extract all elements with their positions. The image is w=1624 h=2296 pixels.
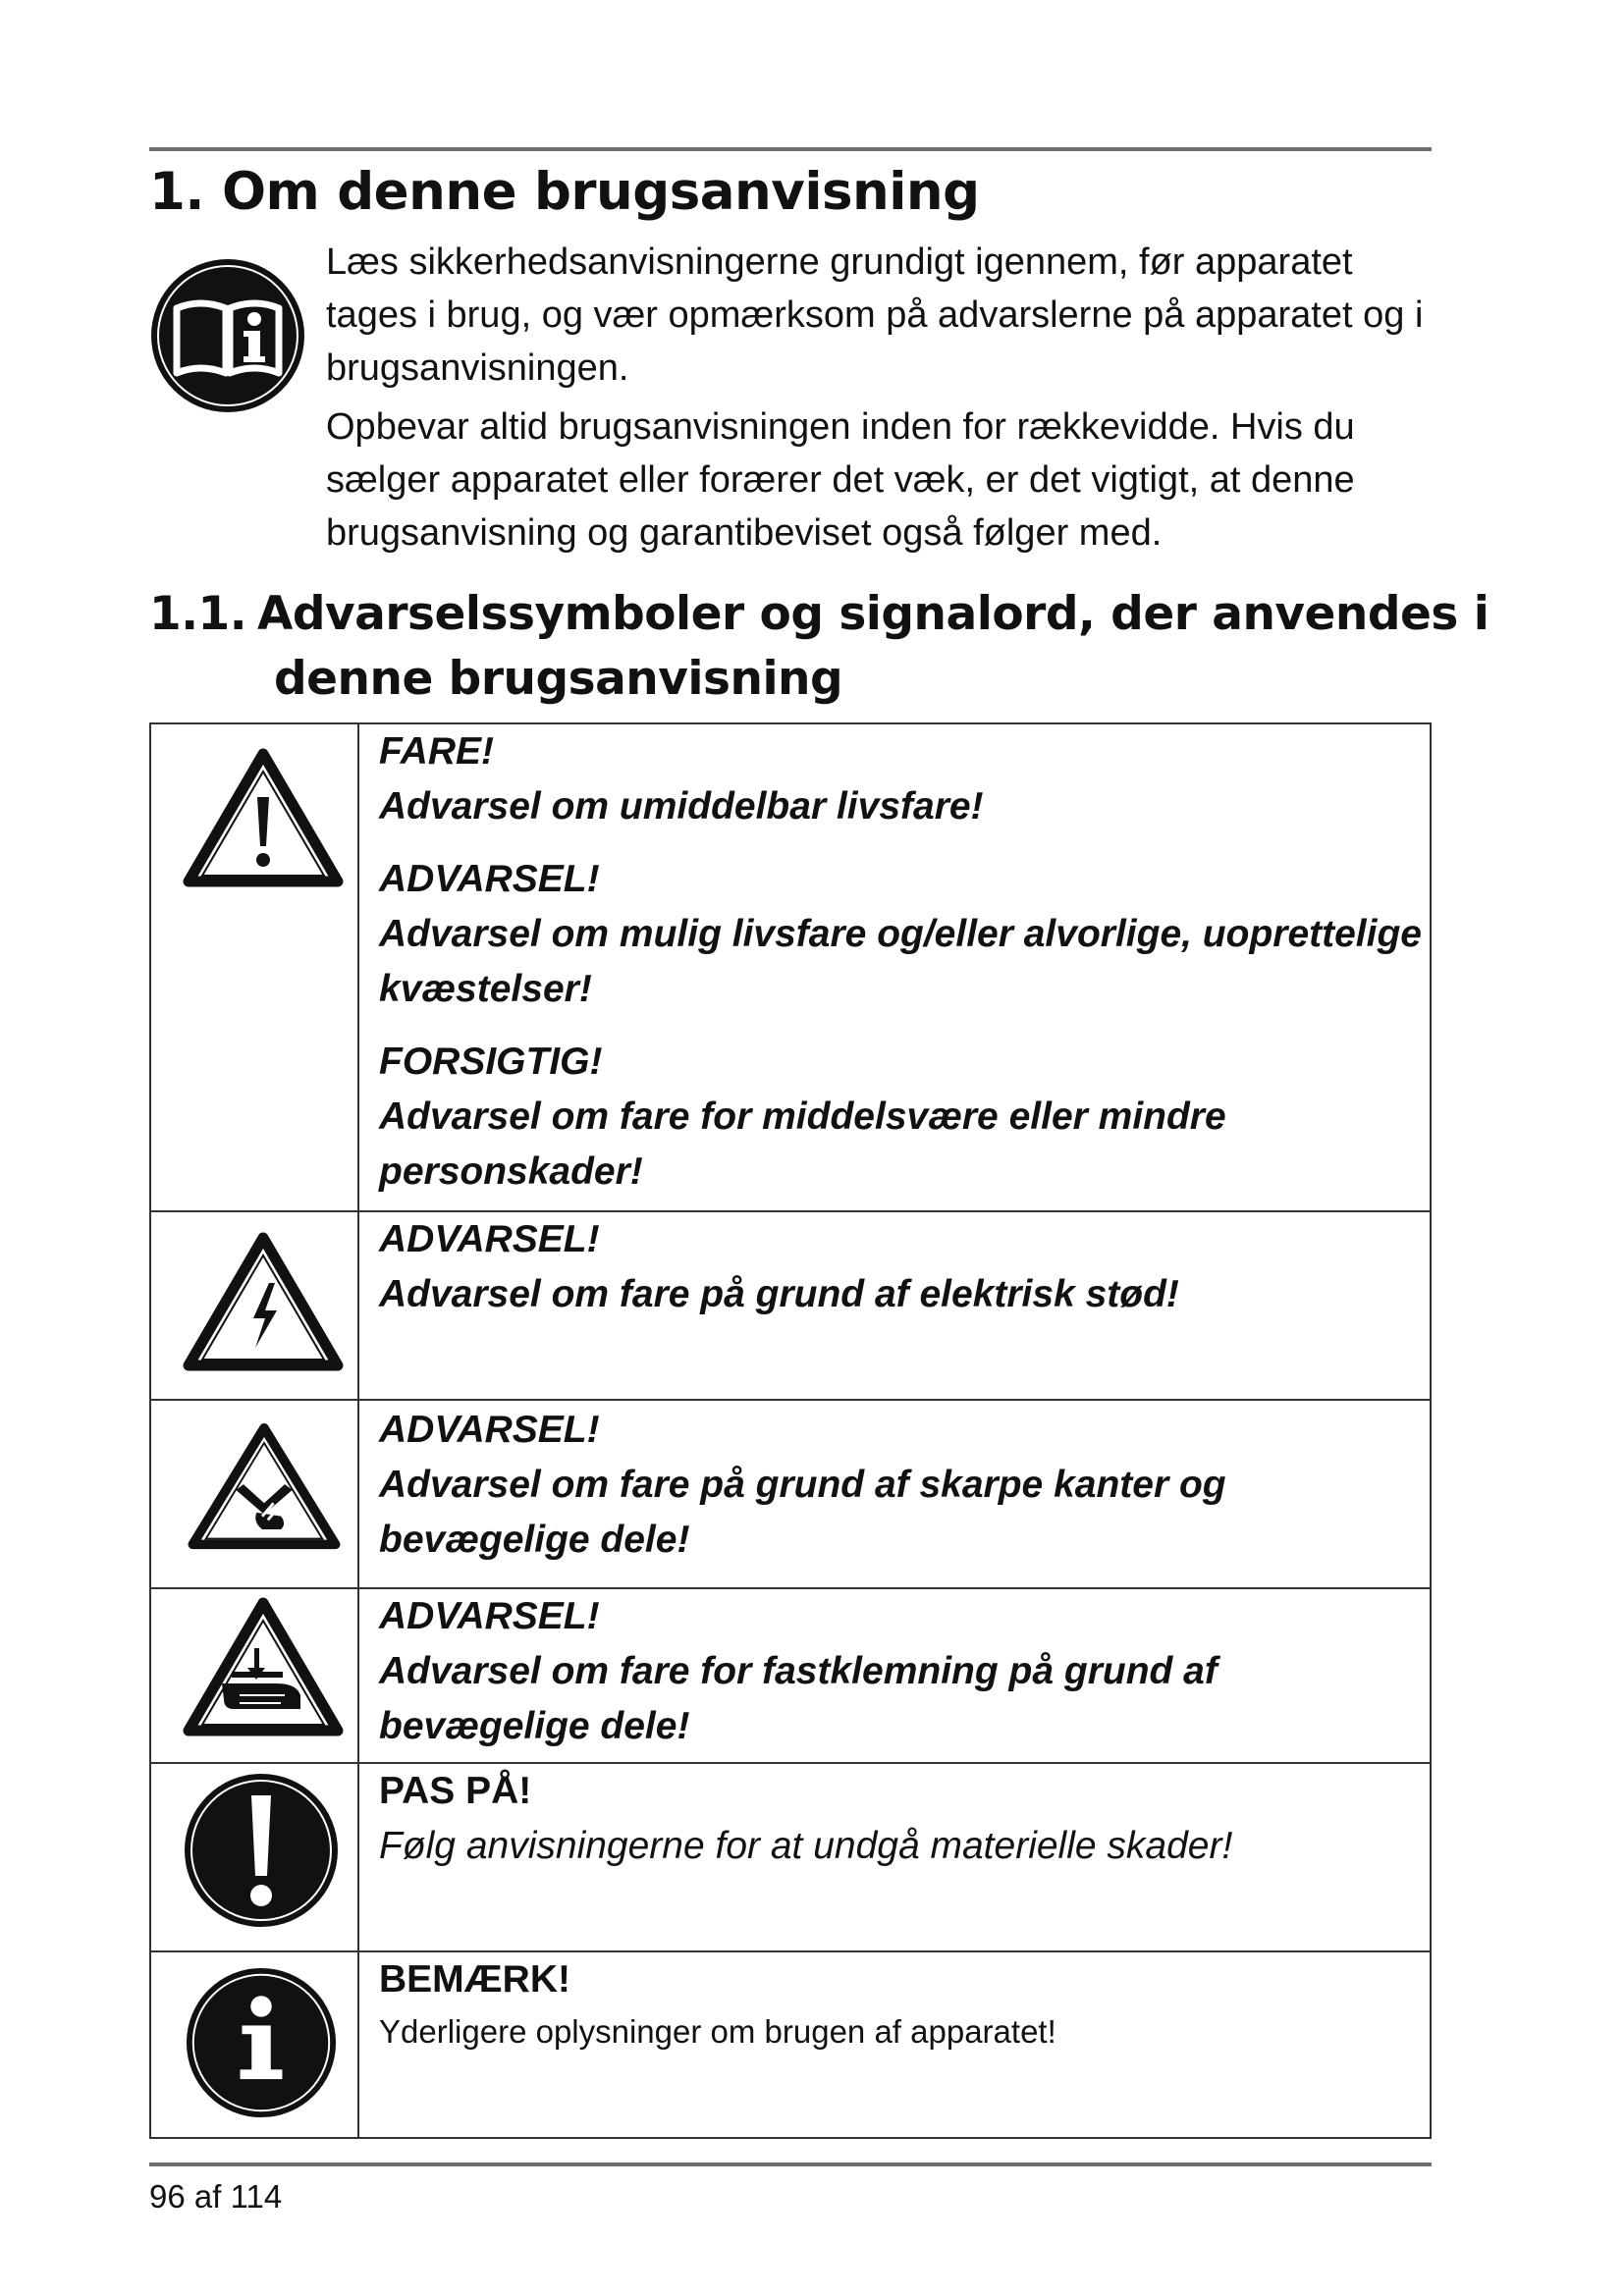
signal-description: Advarsel om umiddelbar livsfare! [379, 785, 984, 828]
intro-paragraph: Opbevar altid brugsanvisningen inden for rækkevidde. Hvis du sælger apparatet eller forærer det væk, er det vigtigt, at denne brugsanvisning og garantibeviset også følger med. [326, 406, 1355, 554]
manual-page [149, 0, 1489, 2296]
section-1-heading [149, 157, 980, 228]
symbol-cell [150, 1951, 358, 2138]
section-1-1-title-line2: denne brugsanvisning [274, 652, 843, 706]
signal-word: BEMÆRK! [379, 1958, 570, 2001]
table-row [150, 1763, 1431, 1951]
table-row [150, 1400, 1431, 1588]
intro-paragraph: Læs sikkerhedsanvisningerne grundigt igennem, før apparatet tages i brug, og vær opmærksom på advarslerne på apparatet og i brugsanvisningen. [326, 241, 1424, 389]
signal-word: FARE! [379, 730, 494, 773]
section-1-number: 1. [149, 162, 205, 222]
exclamation-circle-icon [183, 1772, 340, 1929]
description-cell [358, 1951, 1431, 2138]
description-cell [358, 1211, 1431, 1400]
section-1-title: Om denne brugsanvisning [222, 162, 980, 222]
sharp-edges-triangle-icon [187, 1422, 342, 1552]
signal-description: Følg anvisningerne for at undgå materielle skader! [379, 1825, 1233, 1867]
description-cell [358, 723, 1431, 1211]
top-divider [149, 147, 1432, 151]
signal-description: Advarsel om fare for middelsvære eller mindre personskader! [379, 1095, 1226, 1193]
signal-description: Advarsel om mulig livsfare og/eller alvorlige, uoprettelige kvæstelser! [379, 913, 1422, 1010]
table-row [150, 1588, 1431, 1763]
manual-info-icon [149, 257, 306, 414]
info-circle-icon [185, 1966, 338, 2119]
section-1-1-number: 1.1. [149, 587, 247, 641]
symbol-cell [150, 1588, 358, 1763]
hand-crush-triangle-icon [183, 1597, 344, 1738]
table-row [150, 1951, 1431, 2138]
description-cell [358, 1763, 1431, 1951]
symbol-cell [150, 1211, 358, 1400]
bottom-divider [149, 2163, 1432, 2166]
signal-word: ADVARSEL! [379, 1409, 600, 1451]
page-number: 96 af 114 [149, 2178, 283, 2215]
signal-word: ADVARSEL! [379, 858, 600, 900]
warning-exclamation-triangle-icon [183, 748, 344, 889]
symbol-cell [150, 1400, 358, 1588]
signal-word: FORSIGTIG! [379, 1041, 603, 1083]
table-row [150, 1211, 1431, 1400]
warning-symbols-table [149, 722, 1432, 2139]
signal-word: ADVARSEL! [379, 1218, 600, 1260]
signal-description: Advarsel om fare på grund af elektrisk stød! [379, 1273, 1179, 1315]
intro-text [326, 236, 1432, 560]
description-cell [358, 1588, 1431, 1763]
signal-description: Advarsel om fare for fastklemning på grund af bevægelige dele! [379, 1650, 1218, 1747]
symbol-cell [150, 1763, 358, 1951]
electric-shock-triangle-icon [183, 1232, 344, 1373]
signal-word: PAS PÅ! [379, 1770, 532, 1812]
signal-description: Advarsel om fare på grund af skarpe kanter og bevægelige dele! [379, 1464, 1226, 1561]
table-row [150, 723, 1431, 1211]
description-cell [358, 1400, 1431, 1588]
signal-description: Yderligere oplysninger om brugen af apparatet! [379, 2013, 1056, 2050]
signal-word: ADVARSEL! [379, 1595, 600, 1637]
section-1-1-title-line1: Advarselssymboler og signalord, der anvendes i [257, 587, 1489, 641]
symbol-cell [150, 723, 358, 1211]
